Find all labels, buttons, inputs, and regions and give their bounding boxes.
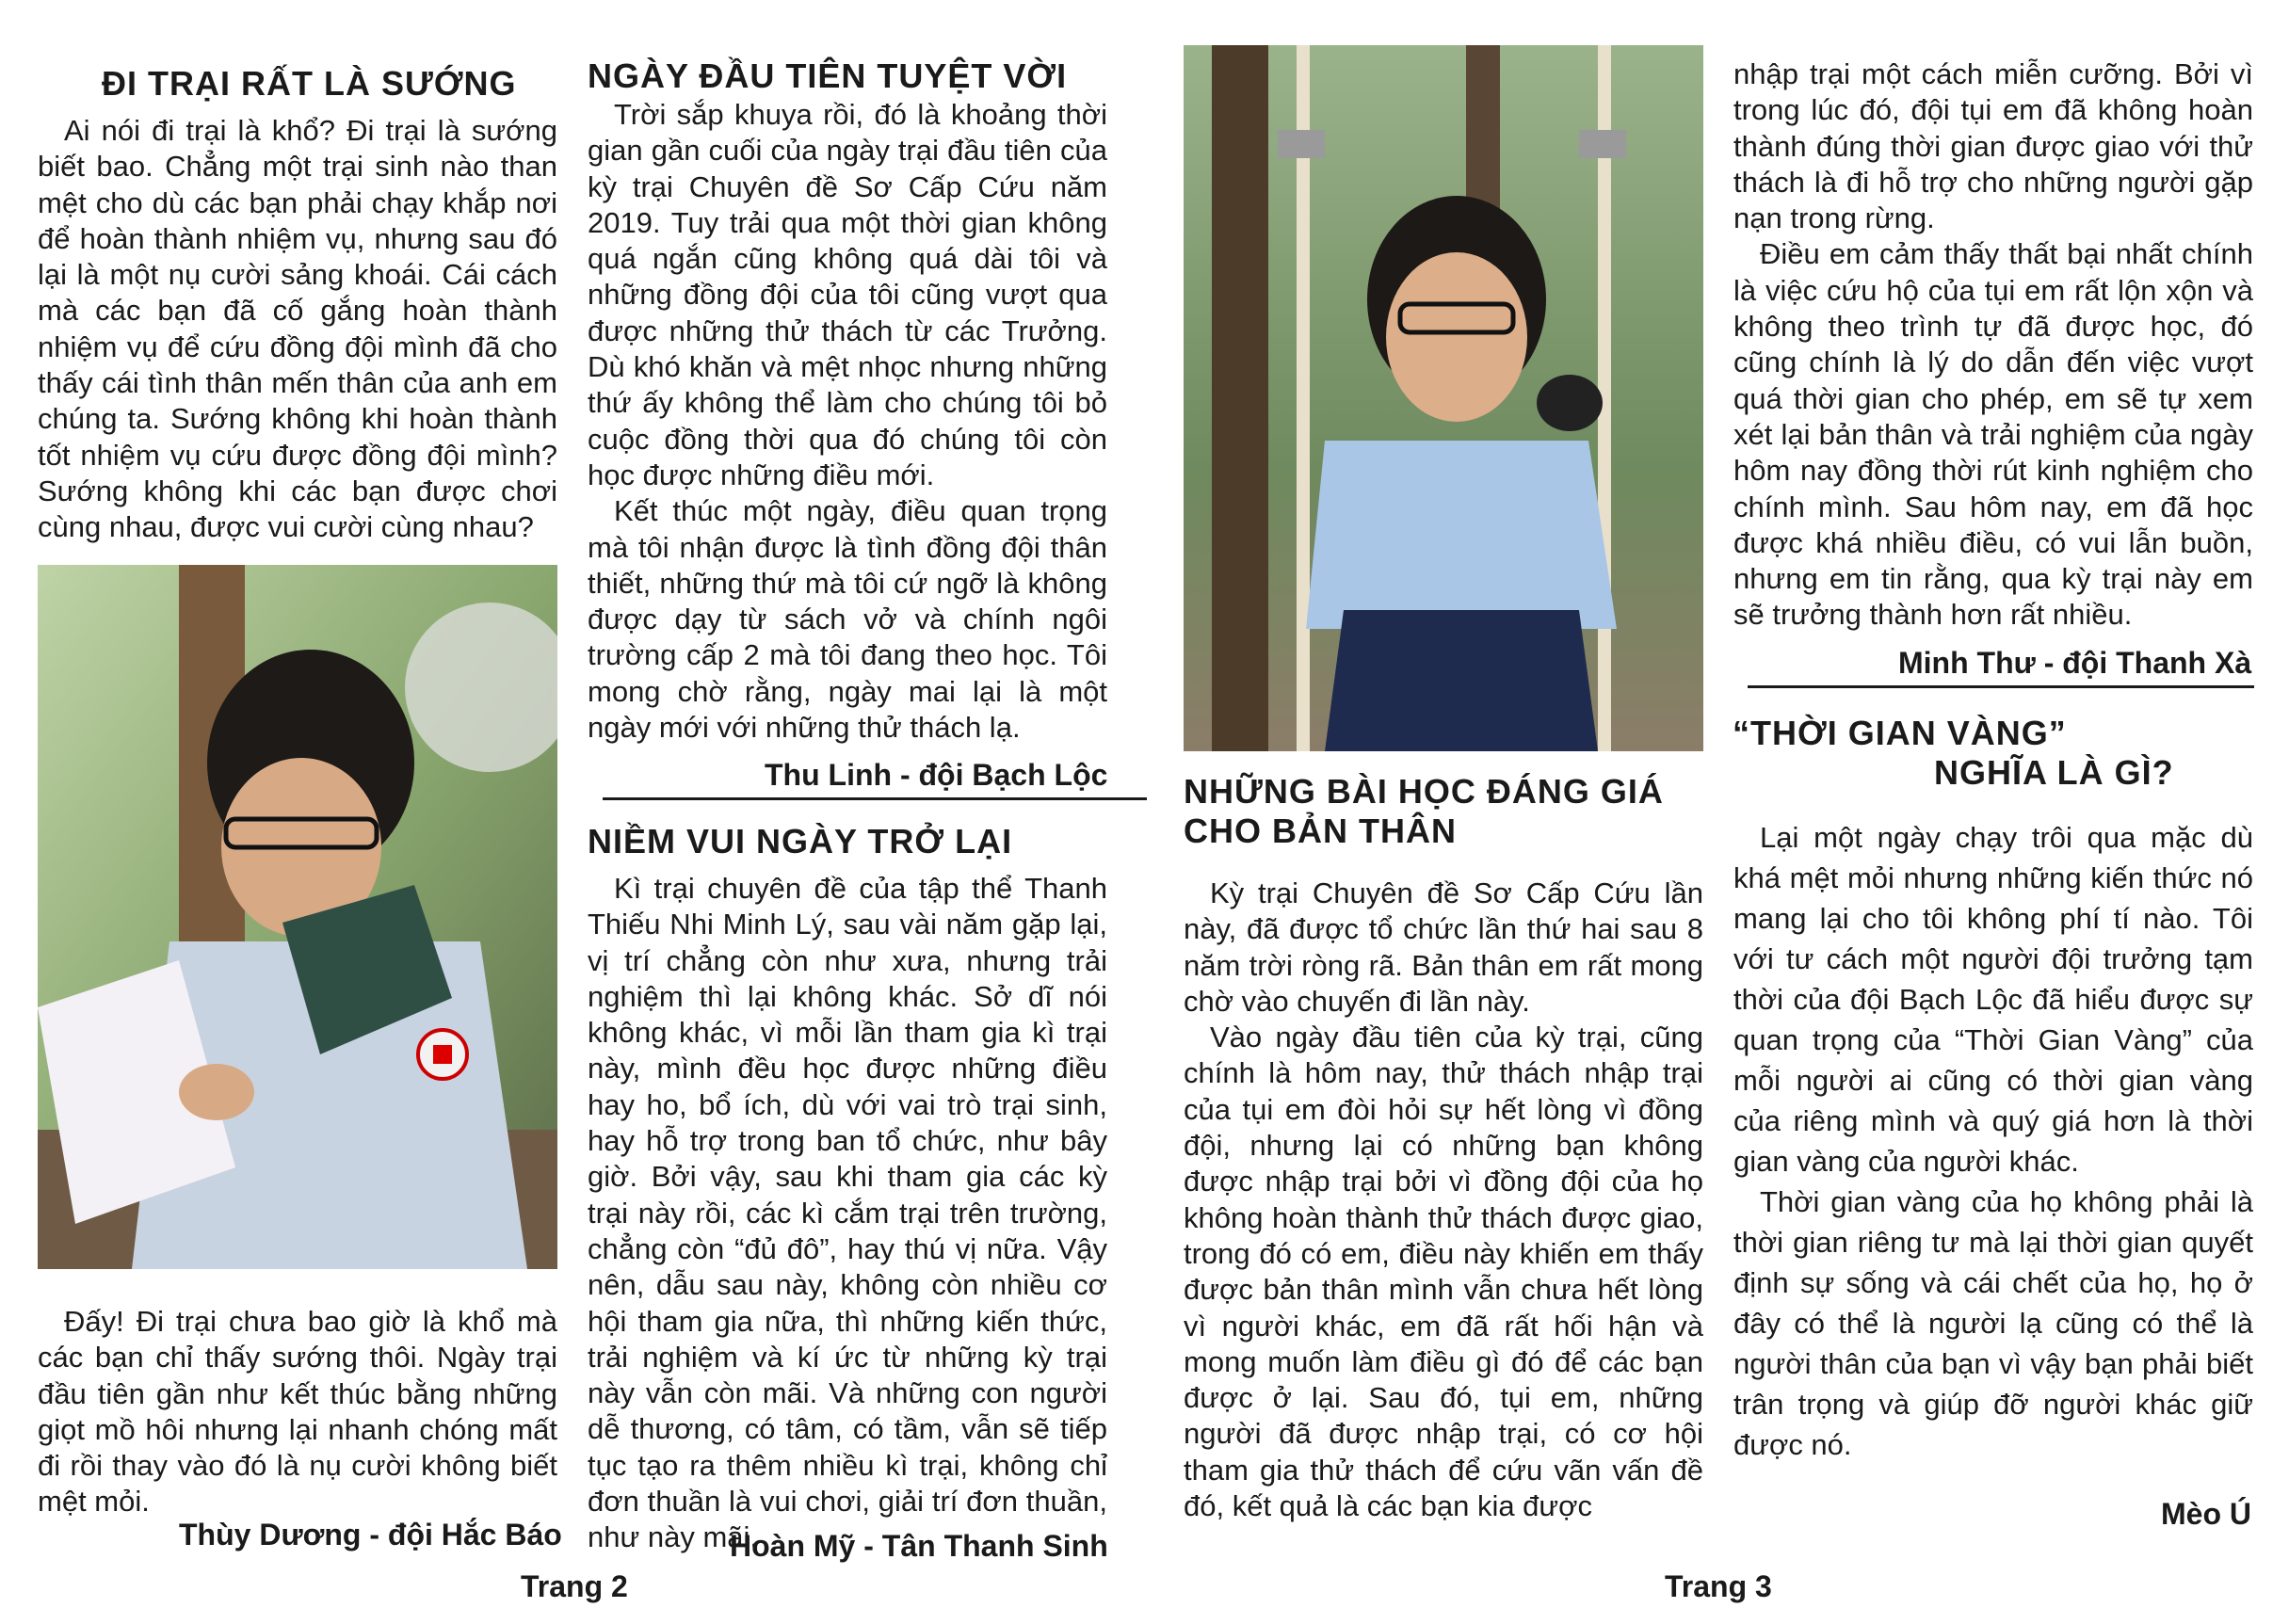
paragraph: Kỳ trại Chuyên đề Sơ Cấp Cứu lần này, đã được tổ chức lần thứ hai sau 8 năm trời ròng rã. Bản thân em rất mong chờ vào chuyến đi lần này. xyxy=(1184,876,1703,1018)
photo-girl-on-swing xyxy=(1184,45,1703,751)
signature-thuy-duong: Thùy Dương - đội Hắc Báo xyxy=(179,1518,562,1552)
paragraph: Điều em cảm thấy thất bại nhất chính là việc cứu hộ của tụi em rất lộn xộn và không theo trình tự đã được học, đó cũng chính là lý do dẫn đến việc vượt quá thời gian cho phép, em sẽ tự xem xét lại bản thân và trải nghiệm của ngày hôm nay đồng thời rút kinh nghiệm cho chính mình. Sau hôm nay, em đã học được khá nhiều điều, có vui lẫn buồn, nhưng em tin rằng, qua kỳ trại này em sẽ trưởng thành hơn rất nhiều. xyxy=(1733,237,2253,632)
page-number-3: Trang 3 xyxy=(1665,1569,1772,1603)
article-title-ngay-dau-tien: NGÀY ĐẦU TIÊN TUYỆT VỜI xyxy=(588,56,1068,95)
paragraph: Vào ngày đầu tiên của kỳ trại, cũng chính là hôm nay, thử thách nhập trại của tụi em đòi hỏi sự hết lòng vì đồng đội, nhưng lại có những bạn không được nhập trại bởi vì đồng đội của họ không hoàn thành thử thách được giao, trong đó có em, điều này khiến em thấy được bản thân mình vẫn chưa hết lòng vì người khác, em đã rất hối hận và mong muốn làm điều gì đó để các bạn được ở lại. Sau đó, tụi em, những người đã được nhập trại, có cơ hội tham gia thử thách để cứu vãn vấn đề đó, kết quả là các bạn kia được xyxy=(1184,1021,1703,1523)
divider xyxy=(1748,685,2254,688)
paragraph: Kì trại chuyên đề của tập thể Thanh Thiếu Nhi Minh Lý, sau vài năm gặp lại, vị trí chẳng còn như xưa, nhưng trải nghiệm thì lại không khác. Sở dĩ nói không khác, vì mỗi lần tham gia kì trại này, mình đều học được những điều hay ho, bổ ích, dù với vai trò trại sinh, hay hỗ trợ trong ban tổ chức, như bây giờ. Bởi vậy, sau khi tham gia các kỳ trại này rồi, các kì cắm trại trên trường, chẳng còn “đủ đô”, hay thú vị nữa. Vậy nên, dẫu sau này, không còn nhiều cơ hội tham gia nữa, thì những kiến thức, trải nghiệm và kí ức từ những kỳ trại này vẫn còn mãi. Và những con người dễ thương, có tâm, có tầm, vẫn sẽ tiếp tục tạo ra thêm nhiều kì trại, không chỉ đơn thuần là vui chơi, giải trí đơn thuần, như này mãi. xyxy=(588,872,1107,1554)
article-body-thoi-gian-vang xyxy=(1733,817,2253,1465)
article-body-bai-hoc xyxy=(1184,876,1703,1524)
article-body-di-trai-continued xyxy=(38,1304,557,1520)
article-title-thoi-gian-vang-line-1: “THỜI GIAN VÀNG” xyxy=(1733,714,2067,752)
article-body-ngay-dau-tien xyxy=(588,97,1107,746)
signature-thu-linh: Thu Linh - đội Bạch Lộc xyxy=(765,758,1108,792)
article-title-bai-hoc-line-2: CHO BẢN THÂN xyxy=(1184,812,1457,850)
paragraph: Ai nói đi trại là khổ? Đi trại là sướng biết bao. Chẳng một trại sinh nào than mệt cho dù các bạn phải chạy khắp nơi để hoàn thành nhiệm vụ, nhưng sau đó lại là một nụ cười sảng khoái. Cái cách mà các bạn đã cố gắng hoàn thành nhiệm vụ để cứu đồng đội mình đã cho thấy cái tình thân mến thân của anh em chúng ta. Sướng không khi hoàn thành tốt nhiệm vụ cứu được đồng đội mình? Sướng không khi các bạn được chơi cùng nhau, được vui cười cùng nhau? xyxy=(38,114,557,544)
page-number-2: Trang 2 xyxy=(521,1569,628,1603)
article-body-di-trai xyxy=(38,113,557,546)
paragraph: Thời gian vàng của họ không phải là thời gian riêng tư mà lại thời gian quyết định sự sống và cái chết của họ, họ ở đây có thể là người lạ cũng có thể là người thân của bạn vì vậy bạn phải biết trân trọng và giúp đỡ người khác giữ được nó. xyxy=(1733,1185,2253,1461)
signature-meo-u: Mèo Ú xyxy=(2161,1497,2251,1531)
signature-hoan-my: Hoàn Mỹ - Tân Thanh Sinh xyxy=(730,1529,1108,1563)
paragraph: Đấy! Đi trại chưa bao giờ là khổ mà các bạn chỉ thấy sướng thôi. Ngày trại đầu tiên gần như kết thúc bằng những giọt mồ hôi nhưng lại nhanh chóng mất đi rồi thay vào đó là nụ cười không biết mệt mỏi. xyxy=(38,1305,557,1519)
signature-minh-thu: Minh Thư - đội Thanh Xà xyxy=(1898,646,2252,680)
article-title-niem-vui: NIỀM VUI NGÀY TRỞ LẠI xyxy=(588,822,1013,860)
paragraph: Lại một ngày chạy trôi qua mặc dù khá mệt mỏi nhưng những kiến thức nó mang lại cho tôi không phí tí nào. Tôi với tư cách một người đội trưởng tạm thời của đội Bạch Lộc đã hiểu được sự quan trọng của “Thời Gian Vàng” của mỗi người ai cũng có thời gian vàng của riêng mình và quý giá hơn là thời gian vàng của người khác. xyxy=(1733,821,2253,1178)
article-title-thoi-gian-vang-line-2: NGHĨA LÀ GÌ? xyxy=(1934,753,2174,792)
paragraph: Kết thúc một ngày, điều quan trọng mà tôi nhận được là tình đồng đội thân thiết, những thứ mà tôi cứ ngỡ là không được dạy từ sách vở và chính ngôi trường cấp 2 mà tôi đang theo học. Tôi mong chờ rằng, ngày mai lại là một ngày mới với những thử thách lạ. xyxy=(588,494,1107,745)
article-title-bai-hoc-line-1: NHỮNG BÀI HỌC ĐÁNG GIÁ xyxy=(1184,772,1664,811)
photo-girl-reading xyxy=(38,565,557,1269)
divider xyxy=(603,797,1147,800)
paragraph: Trời sắp khuya rồi, đó là khoảng thời gian gần cuối của ngày trại đầu tiên của kỳ trại Chuyên đề Sơ Cấp Cứu năm 2019. Tuy trải qua một thời gian không quá ngắn cũng không quá dài tôi và những đồng đội của tôi cũng vượt qua được những thử thách từ các Trưởng. Dù khó khăn và mệt nhọc nhưng những thứ ấy không thể làm cho chúng tôi bỏ cuộc đồng thời qua đó chúng tôi còn học được những điều mới. xyxy=(588,98,1107,491)
article-title-di-trai: ĐI TRẠI RẤT LÀ SƯỚNG xyxy=(102,64,517,103)
article-body-niem-vui xyxy=(588,871,1107,1556)
paragraph: nhập trại một cách miễn cưỡng. Bởi vì trong lúc đó, đội tụi em đã không hoàn thành đúng thời gian được giao với thử thách là đi hỗ trợ cho những người gặp nạn trong rừng. xyxy=(1733,57,2253,235)
article-body-bai-hoc-continued xyxy=(1733,56,2253,634)
